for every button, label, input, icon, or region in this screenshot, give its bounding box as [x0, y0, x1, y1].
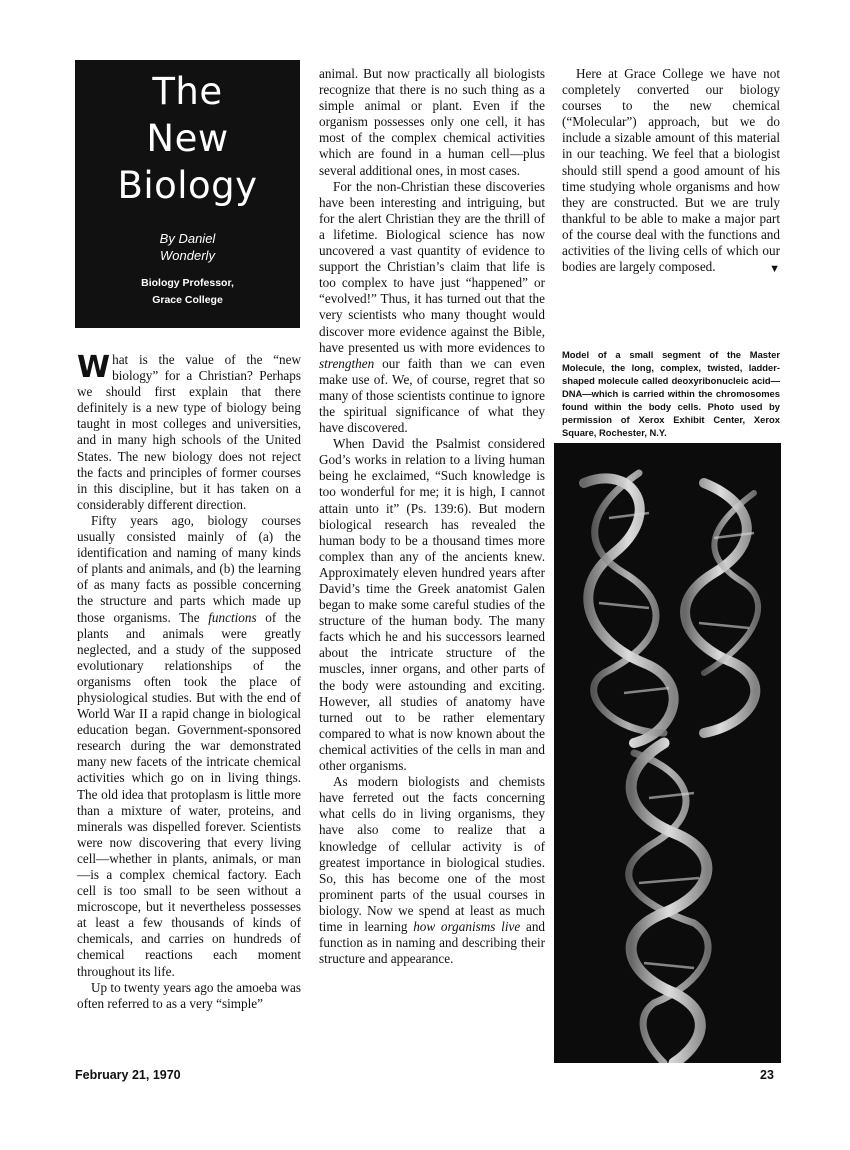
title-line: The	[152, 70, 223, 113]
article-column-1	[77, 352, 301, 1012]
title-block	[75, 60, 300, 328]
paragraph: animal. But now practically all biologists recognize that there is no such thing as a simple animal or plant. Even if the organism possesses only one cell, it has most of the complex chemical activities which are found in a human cell—plus several additional ones, in most cases.	[319, 66, 545, 178]
end-of-article-icon: ▼	[769, 263, 780, 276]
photo-caption: Model of a small segment of the Master Molecule, the long, complex, twisted, ladder-shaped molecule called deoxyribonucleic acid—DNA—which is carried within the chromosomes found within the body cells. Photo used by permission of Xerox Exhibit Center, Xerox Square, Rochester, N.Y.	[562, 349, 780, 438]
affiliation-line: Biology Professor,	[141, 277, 234, 289]
paragraph: Here at Grace College we have not completely converted our biology courses to the new chemical (“Molecular”) approach, but we do include a sizable amount of this material in our teaching. We feel that a biologist should still spend a good amount of his time studying whole organisms and how they are constructed. But we are truly thankful to be able to make a major part of the course deal with the functions and activities of the living cells of which our bodies are largely composed. ▼	[562, 66, 780, 275]
page-number: 23	[760, 1068, 774, 1082]
byline	[75, 230, 300, 264]
emphasis: how organisms live	[413, 918, 521, 934]
emphasis: strengthen	[319, 355, 375, 371]
paragraph: When David the Psalmist considered God’s works in relation to a living human being he exclaimed, “Such knowledge is too wonderful for me; it is high, I cannot attain unto it” (Ps. 139:6). But modern biological research has revealed the human body to be a thousand times more complex than any of the ancients knew. Approximately eleven hundred years after David’s time the Greek anatomist Galen began to make some careful studies of the structure of the human body. The many facts which he and his successors learned about the intricate structure of the muscles, inner organs, and other parts of the body were astounding and exciting. However, all studies of anatomy have turned out to be rather elementary compared to what is now known about the chemical activities of the cells in man and other organisms.	[319, 436, 545, 774]
dna-model-photo	[554, 443, 781, 1063]
issue-date: February 21, 1970	[75, 1068, 181, 1082]
emphasis: functions	[208, 609, 257, 625]
article-column-3	[562, 66, 780, 277]
paragraph: As modern biologists and chemists have ferreted out the facts concerning what cells do in living organisms, they have also come to realize that a knowledge of cellular activity is of greatest importance in biological studies. So, this has become one of the most prominent parts of the usual courses in biology. Now we spend at least as much time in learning how organisms live and function as in naming and describing their structure and appearance.	[319, 774, 546, 967]
dna-helix-illustration	[554, 443, 781, 1063]
article-column-2	[319, 66, 545, 967]
paragraph: Up to twenty years ago the amoeba was often referred to as a very “simple”	[77, 979, 301, 1011]
author-name: Wonderly	[160, 248, 215, 263]
byline-line: By Daniel	[159, 231, 216, 246]
author-affiliation	[75, 275, 300, 309]
paragraph: For the non-Christian these discoveries have been interesting and intriguing, but for the alert Christian they are the thrill of a lifetime. Biological science has now uncovered a vast quantity of evidence to support the Christian’s claim that life is too complex to have just “happened” or “evolved!” Thus, it has turned out that the very scientists who many thought would discover more evidence against the Bible, have presented us with more evidences to strengthen our faith than we can even make use of. We, of course, regret that so many of those scientists continue to ignore the spiritual significance of what they have discovered.	[319, 178, 545, 436]
affiliation-line: Grace College	[152, 294, 223, 306]
title-line: New	[146, 117, 229, 160]
drop-cap: W	[77, 350, 111, 385]
paragraph: Fifty years ago, biology courses usually consisted mainly of (a) the identification and naming of many kinds of plants and animals, and (b) the learning of as many facts as possible concerning the structure and parts which made up those organisms. The functions of the plants and animals were greatly neglected, and a study of the supposed evolutionary relationships of the organisms often took the place of physiological studies. But with the end of World War II a rapid change in biological education began. Government-sponsored research during the war demonstrated many new facets of the intricate chemical activities which go on in living things. The old idea that protoplasm is little more than a mixture of water, proteins, and minerals was dispelled forever. Scientists were now discovering that every living cell—whether in plants, animals, or man—is a complex chemical factory. Each cell is too small to be seen without a microscope, but it nevertheless possesses at least a few thousands of kinds of chemicals, and carries on hundreds of chemical reactions each moment throughout its life.	[77, 512, 301, 979]
paragraph: What is the value of the “new biology” for a Christian? Perhaps we should first explain that there definitely is a new type of biology being taught in most colleges and universities, and in many high schools of the United States. The new biology does not reject the facts and principles of former courses in this discipline, but it has taken on a considerably different direction.	[77, 350, 301, 512]
title-line: Biology	[117, 164, 258, 207]
